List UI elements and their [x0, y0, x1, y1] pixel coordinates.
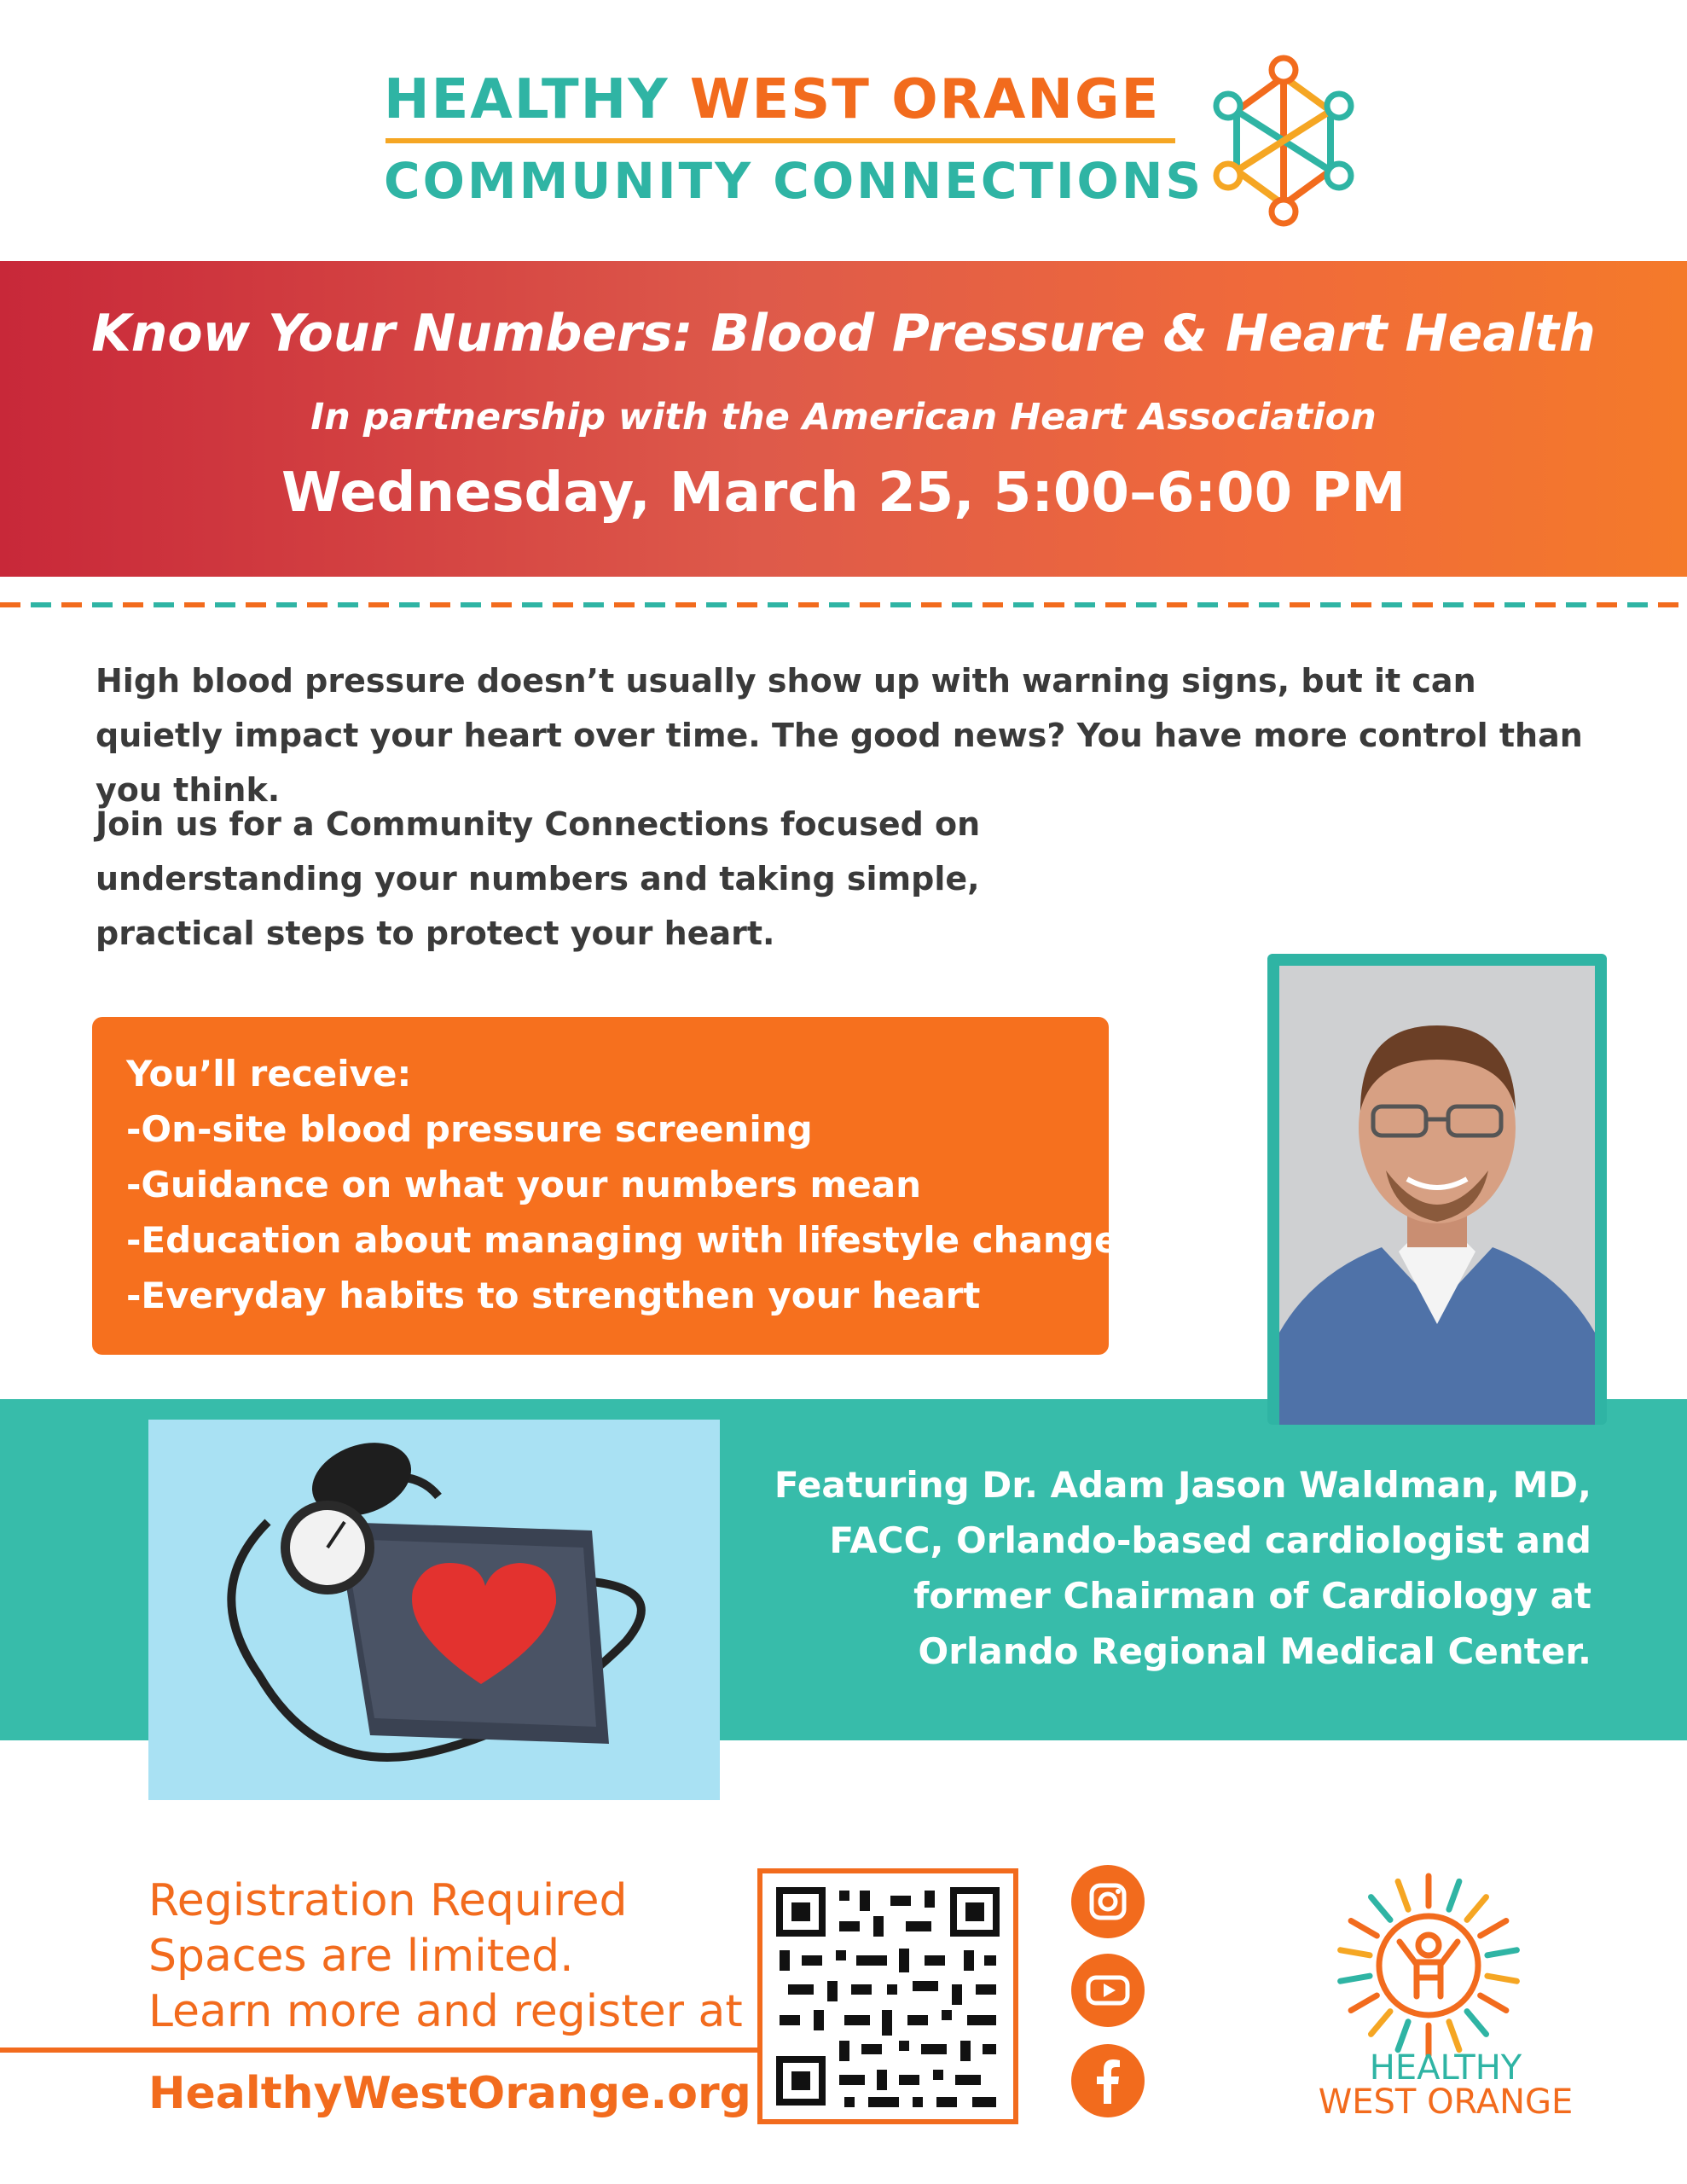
event-partnership: In partnership with the American Heart Association [310, 396, 1377, 439]
youtube-icon[interactable] [1071, 1954, 1145, 2027]
logo-title-west-orange: WEST ORANGE [689, 68, 1161, 131]
event-title: Know Your Numbers: Blood Pressure & Heart Health [91, 304, 1596, 363]
speaker-line: former Chairman of Cardiology at [913, 1575, 1591, 1617]
blood-pressure-cuff-photo [148, 1420, 720, 1800]
footer-logo-text [1279, 2048, 1612, 2122]
logo-subtitle: COMMUNITY CONNECTIONS [384, 152, 1204, 210]
qr-code-icon [762, 1873, 1013, 2119]
speaker-line: Featuring Dr. Adam Jason Waldman, MD, [774, 1464, 1591, 1506]
registration-line: Spaces are limited. [148, 1931, 574, 1982]
footer-logo-line1: HEALTHY [1369, 2048, 1522, 2088]
footer-divider [0, 2048, 764, 2053]
facebook-icon[interactable] [1071, 2044, 1145, 2117]
intro-paragraph-1: High blood pressure doesn’t usually show up with warning signs, but it can quietly impact your heart over time. The good news? You have more control than you think. [96, 662, 1583, 809]
receive-item: -On-site blood pressure screening [126, 1108, 813, 1150]
event-banner [0, 261, 1687, 577]
registration-line: Registration Required [148, 1875, 628, 1926]
speaker-portrait-frame [1267, 954, 1607, 1425]
community-network-icon [1194, 51, 1373, 230]
speaker-description [739, 1457, 1591, 1679]
receive-item: -Education about managing with lifestyle changes [126, 1219, 1140, 1261]
receive-item: -Everyday habits to strengthen your heart [126, 1275, 981, 1316]
logo-title-healthy: HEALTHY [384, 68, 670, 131]
registration-info [148, 1873, 743, 2040]
receive-item: -Guidance on what your numbers mean [126, 1164, 922, 1205]
footer-logo-line2: WEST ORANGE [1318, 2082, 1574, 2122]
receive-box [92, 1017, 1140, 1355]
speaker-line: FACC, Orlando-based cardiologist and [829, 1519, 1591, 1561]
speaker-portrait [1279, 966, 1595, 1425]
speaker-line: Orlando Regional Medical Center. [918, 1630, 1591, 1672]
dashed-divider [0, 602, 1687, 607]
instagram-icon[interactable] [1071, 1865, 1145, 1938]
logo-title [384, 68, 1160, 131]
registration-qr-code[interactable] [757, 1868, 1018, 2124]
registration-line: Learn more and register at [148, 1986, 743, 2037]
logo-divider [386, 138, 1175, 143]
website-link[interactable]: HealthyWestOrange.org [148, 2068, 751, 2119]
intro-paragraph-2: Join us for a Community Connections focused on understanding your numbers and taking simple, practical steps to protect your heart. [96, 805, 981, 952]
receive-heading: You’ll receive: [126, 1053, 412, 1095]
event-datetime: Wednesday, March 25, 5:00–6:00 PM [281, 462, 1406, 525]
